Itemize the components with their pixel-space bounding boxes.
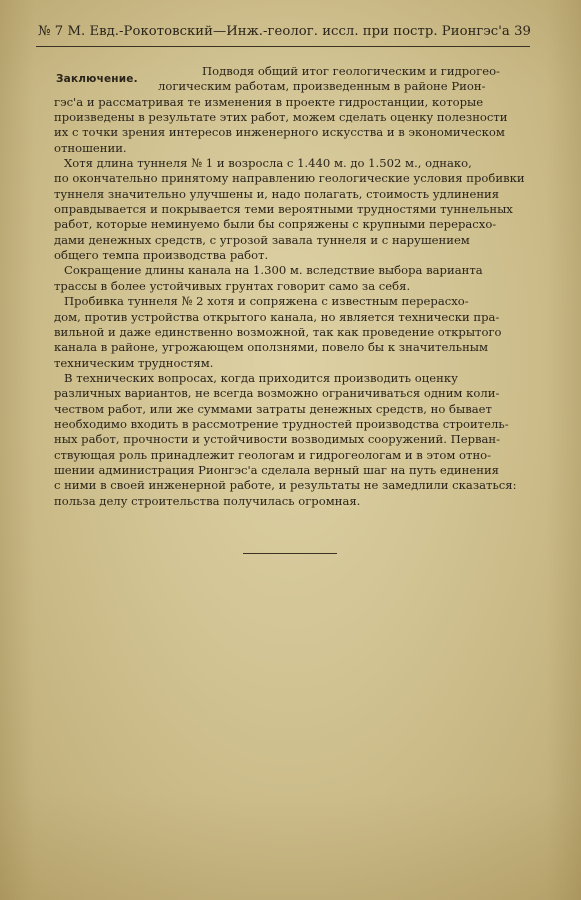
text-line: различных вариантов, не всегда возможно ограничиваться одним коли- [54, 386, 500, 401]
text-line: ствующая роль принадлежит геологам и гидрогеологам и в этом отно- [54, 447, 492, 462]
text-line: общего темпа производства работ. [54, 248, 269, 263]
text-line: отношении. [54, 140, 127, 155]
section-label: Заключение. [56, 73, 138, 85]
running-head: № 7 М. Евд.-Рокотовский—Инж.-геолог. иссл. при постр. Рионгэс'а 39 [38, 24, 531, 39]
text-line: необходимо входить в рассмотрение трудностей производства строитель- [54, 416, 509, 431]
text-line: канала в районе, угрожающем оползнями, повело бы к значительным [54, 340, 489, 355]
text-line: по окончательно принятому направлению геологические условия пробивки [54, 171, 525, 186]
text-line: ных работ, прочности и устойчивости возводимых сооружений. Перван- [54, 432, 501, 447]
text-line: дом, против устройства открытого канала, но является технически пра- [54, 309, 500, 324]
text-line: логическим работам, произведенным в районе Рион- [158, 79, 486, 94]
text-line: трассы в более устойчивых грунтах говорит само за себя. [54, 278, 411, 293]
text-line: с ними в своей инженерной работе, и результаты не замедлили сказаться: [54, 478, 517, 493]
text-line: шении администрация Рионгэс'а сделала верный шаг на путь единения [54, 462, 499, 477]
end-rule [243, 553, 337, 554]
text-line: чеством работ, или же суммами затраты денежных средств, но бывает [54, 401, 492, 416]
text-line: туннеля значительно улучшены и, надо полагать, стоимость удлинения [54, 186, 500, 201]
text-line: их с точки зрения интересов инженерного искусства и в экономическом [54, 125, 505, 140]
text-line: Подводя общий итог геологическим и гидрогео- [202, 64, 500, 78]
text-line: дами денежных средств, с угрозой завала туннеля и с нарушением [54, 232, 470, 247]
text-line: Хотя длина туннеля № 1 и возросла с 1.440 м. до 1.502 м., однако, [64, 156, 472, 171]
text-line: Пробивка туннеля № 2 хотя и сопряжена с известным перерасхо- [64, 294, 469, 309]
text-line: польза делу строительства получилась огромная. [54, 493, 361, 508]
text-line: вильной и даже единственно возможной, так как проведение открытого [54, 324, 502, 339]
text-line: работ, которые неминуемо были бы сопряжены с крупными перерасхо- [54, 217, 497, 232]
text-line: Сокращение длины канала на 1.300 м. вследствие выбора варианта [64, 263, 483, 278]
header-rule [36, 46, 530, 47]
body-text [54, 64, 534, 509]
text-line: произведены в результате этих работ, можем сделать оценку полезности [54, 110, 508, 125]
text-line: гэс'а и рассматривая те изменения в проекте гидростанции, которые [54, 94, 484, 109]
text-line: техническим трудностям. [54, 355, 214, 370]
text-line: оправдывается и покрывается теми вероятными трудностями туннельных [54, 202, 513, 217]
text-line: В технических вопросах, когда приходится производить оценку [64, 370, 458, 385]
